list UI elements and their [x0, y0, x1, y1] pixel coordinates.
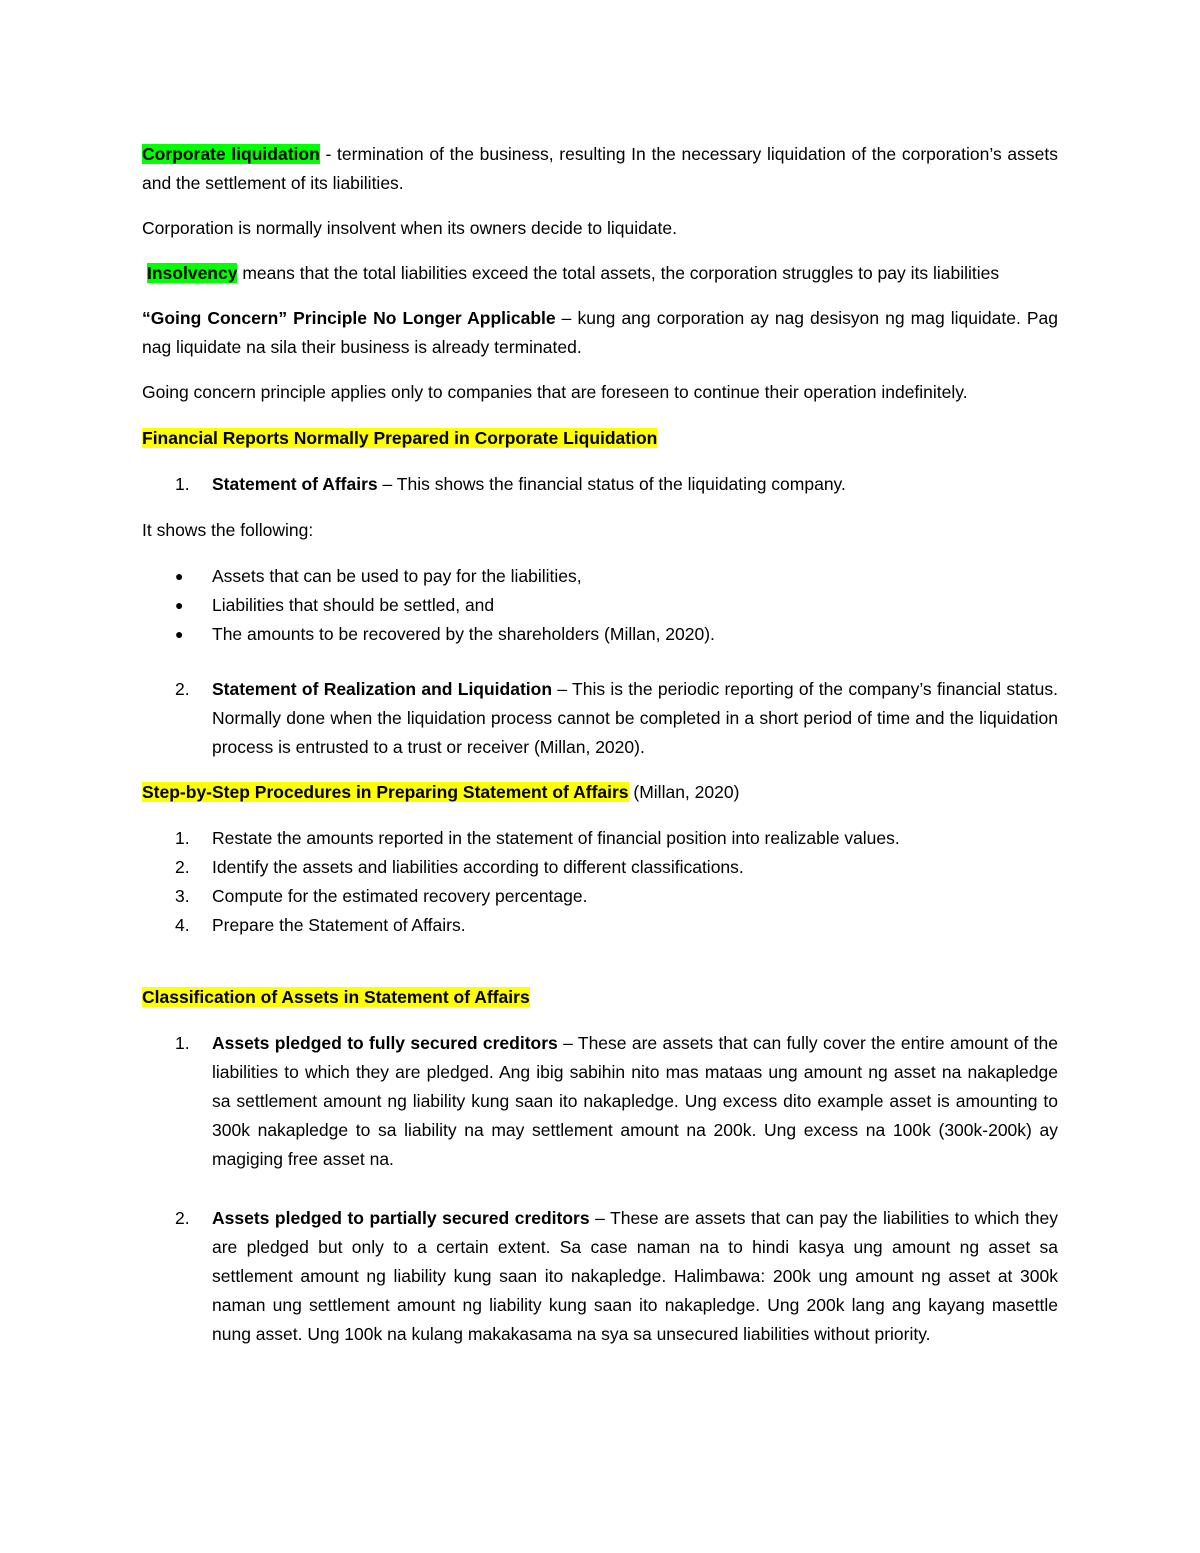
classification-item-partially-secured: [142, 1204, 1058, 1349]
procedures-heading: Step-by-Step Procedures in Preparing Statement of Affairs: [142, 782, 629, 802]
step-text: Restate the amounts reported in the statement of financial position into realizable values.: [212, 828, 900, 848]
report-item-text: – This shows the financial status of the liquidating company.: [377, 474, 846, 494]
document-page: [142, 140, 1058, 1349]
classification-item-text: – These are assets that can pay the liabilities to which they are pledged but only to a certain extent. Sa case naman na to hindi kasya ung amount ng asset sa settlement amount ng liability kung saan ito nakapledge. Halimbawa: 200k ung amount ng asset at 300k naman ung settlement amount ng liability kung saan ito nakapledge. Ung 200k lang ang kayang masettle nung asset. Ung 100k na kulang makakasama na sya sa unsecured liabilities without priority.: [212, 1208, 1058, 1344]
list-item: [142, 853, 1058, 882]
classification-item-fully-secured: [142, 1029, 1058, 1174]
list-item: [142, 911, 1058, 940]
insolvency-term: Insolvency: [147, 263, 238, 283]
bullet-text: Liabilities that should be settled, and: [212, 595, 495, 615]
classification-heading-line: [142, 983, 1058, 1012]
list-number: 2.: [175, 679, 190, 699]
financial-reports-heading-line: [142, 424, 1058, 453]
list-number: 2.: [175, 857, 190, 877]
step-text: Identify the assets and liabilities according to different classifications.: [212, 857, 744, 877]
insolvent-paragraph: Corporation is normally insolvent when its owners decide to liquidate.: [142, 218, 677, 238]
classification-item-text: – These are assets that can fully cover the entire amount of the liabilities to which they are pledged. Ang ibig sabihin nito mas mataas ung amount ng asset na nakapledge sa settlement amount ng liability kung saan ito nakapledge. Ung excess dito example asset is amounting to 300k nakapledge to sa liability na may settlement amount na 200k. Ung excess na 100k (300k-200k) ay magiging free asset na.: [212, 1033, 1058, 1169]
corporate-liquidation-term: Corporate liquidation: [142, 144, 320, 164]
classification-item-title: Assets pledged to partially secured creditors: [212, 1208, 590, 1228]
report-item-realization-liquidation: [142, 675, 1058, 762]
bullet-text: The amounts to be recovered by the shareholders (Millan, 2020).: [212, 624, 715, 644]
shows-following-paragraph: It shows the following:: [142, 520, 314, 540]
report-item-statement-of-affairs: [142, 470, 1058, 499]
report-item-title: Statement of Realization and Liquidation: [212, 679, 553, 699]
procedures-list: [142, 824, 1058, 940]
going-concern-text: – kung ang corporation ay nag desisyon ng mag liquidate. Pag nag liquidate na sila their business is already terminated.: [142, 308, 1058, 357]
classification-item-title: Assets pledged to fully secured creditors: [212, 1033, 558, 1053]
report-item-title: Statement of Affairs: [212, 474, 378, 494]
list-number: 3.: [175, 886, 190, 906]
step-text: Prepare the Statement of Affairs.: [212, 915, 466, 935]
insolvency-paragraph: [142, 259, 1058, 288]
insolvency-definition: means that the total liabilities exceed the total assets, the corporation struggles to pay its liabilities: [237, 263, 1000, 283]
corporate-liquidation-definition: - termination of the business, resulting In the necessary liquidation of the corporation’s assets and the settlement of its liabilities.: [142, 144, 1058, 193]
list-number: 1.: [175, 1033, 190, 1053]
shows-bullet-list: [142, 562, 1058, 649]
bullet-icon: [175, 562, 183, 591]
bullet-icon: [175, 591, 183, 620]
list-item: [142, 620, 1058, 649]
financial-reports-heading: Financial Reports Normally Prepared in Corporate Liquidation: [142, 428, 658, 448]
list-number: 1.: [175, 474, 190, 494]
bullet-text: Assets that can be used to pay for the liabilities,: [212, 566, 582, 586]
list-number: 4.: [175, 915, 190, 935]
procedures-citation: (Millan, 2020): [628, 782, 740, 802]
corporate-liquidation-paragraph: [142, 140, 1058, 198]
going-concern-paragraph: [142, 304, 1058, 362]
going-concern-principle-paragraph: Going concern principle applies only to companies that are foreseen to continue their operation indefinitely.: [142, 382, 968, 402]
procedures-heading-line: [142, 778, 1058, 807]
list-item: [142, 882, 1058, 911]
list-item: [142, 824, 1058, 853]
classification-heading: Classification of Assets in Statement of Affairs: [142, 987, 530, 1007]
report-item-text: – This is the periodic reporting of the company’s financial status. Normally done when the liquidation process cannot be completed in a short period of time and the liquidation process is entrusted to a trust or receiver (Millan, 2020).: [212, 679, 1058, 757]
list-item: [142, 591, 1058, 620]
list-number: 2.: [175, 1208, 190, 1228]
list-number: 1.: [175, 828, 190, 848]
list-item: [142, 562, 1058, 591]
bullet-icon: [175, 620, 183, 649]
step-text: Compute for the estimated recovery percentage.: [212, 886, 588, 906]
going-concern-title: “Going Concern” Principle No Longer Applicable: [142, 308, 556, 328]
